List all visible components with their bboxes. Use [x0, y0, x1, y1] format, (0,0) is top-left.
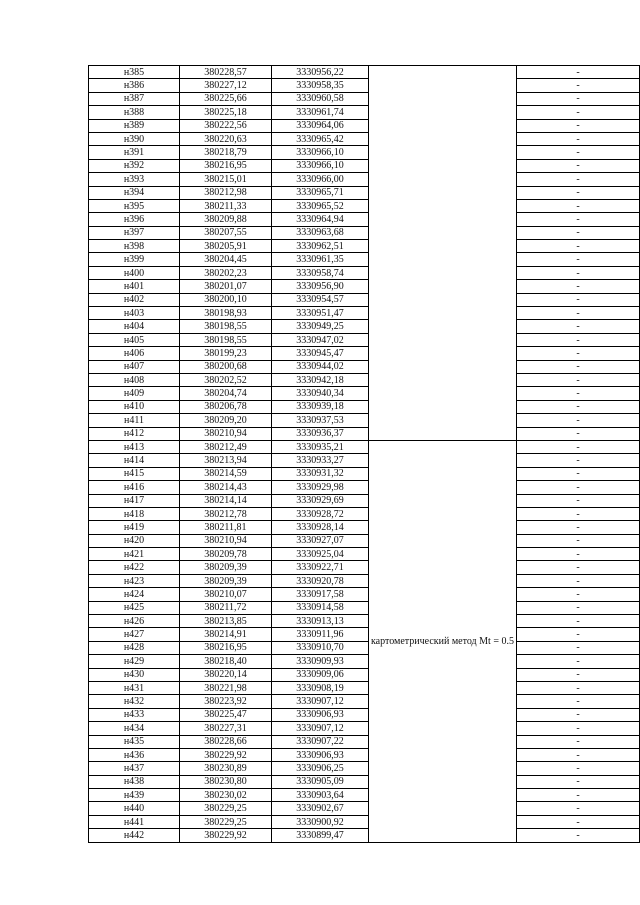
x-coordinate-cell: 380214,14 [179, 494, 271, 507]
x-coordinate-cell: 380201,07 [179, 280, 271, 293]
point-id-cell: н439 [89, 789, 180, 802]
x-coordinate-cell: 380222,56 [179, 119, 271, 132]
y-coordinate-cell: 3330899,47 [271, 829, 368, 842]
dash-cell: - [516, 668, 639, 681]
y-coordinate-cell: 3330903,64 [271, 789, 368, 802]
x-coordinate-cell: 380200,10 [179, 293, 271, 306]
y-coordinate-cell: 3330907,12 [271, 695, 368, 708]
dash-cell: - [516, 521, 639, 534]
dash-cell: - [516, 400, 639, 413]
x-coordinate-cell: 380210,07 [179, 588, 271, 601]
point-id-cell: н405 [89, 333, 180, 346]
dash-cell: - [516, 708, 639, 721]
point-id-cell: н433 [89, 708, 180, 721]
dash-cell: - [516, 307, 639, 320]
dash-cell: - [516, 186, 639, 199]
coordinates-table [88, 65, 640, 843]
y-coordinate-cell: 3330949,25 [271, 320, 368, 333]
y-coordinate-cell: 3330944,02 [271, 360, 368, 373]
point-id-cell: н423 [89, 574, 180, 587]
y-coordinate-cell: 3330958,35 [271, 79, 368, 92]
table-row [89, 641, 640, 654]
y-coordinate-cell: 3330954,57 [271, 293, 368, 306]
table-row [89, 132, 640, 145]
point-id-cell: н427 [89, 628, 180, 641]
x-coordinate-cell: 380230,02 [179, 789, 271, 802]
y-coordinate-cell: 3330909,93 [271, 655, 368, 668]
point-id-cell: н399 [89, 253, 180, 266]
dash-cell: - [516, 92, 639, 105]
y-coordinate-cell: 3330928,72 [271, 507, 368, 520]
point-id-cell: н408 [89, 373, 180, 386]
dash-cell: - [516, 615, 639, 628]
y-coordinate-cell: 3330937,53 [271, 414, 368, 427]
y-coordinate-cell: 3330945,47 [271, 347, 368, 360]
point-id-cell: н428 [89, 641, 180, 654]
table-row [89, 708, 640, 721]
point-id-cell: н395 [89, 199, 180, 212]
table-row [89, 574, 640, 587]
y-coordinate-cell: 3330964,06 [271, 119, 368, 132]
x-coordinate-cell: 380211,72 [179, 601, 271, 614]
x-coordinate-cell: 380200,68 [179, 360, 271, 373]
x-coordinate-cell: 380230,80 [179, 775, 271, 788]
table-row [89, 240, 640, 253]
dash-cell: - [516, 427, 639, 440]
table-row [89, 722, 640, 735]
point-id-cell: н388 [89, 106, 180, 119]
y-coordinate-cell: 3330906,93 [271, 748, 368, 761]
x-coordinate-cell: 380204,74 [179, 387, 271, 400]
x-coordinate-cell: 380198,93 [179, 307, 271, 320]
table-row [89, 400, 640, 413]
y-coordinate-cell: 3330917,58 [271, 588, 368, 601]
dash-cell: - [516, 601, 639, 614]
x-coordinate-cell: 380198,55 [179, 320, 271, 333]
x-coordinate-cell: 380213,94 [179, 454, 271, 467]
x-coordinate-cell: 380212,98 [179, 186, 271, 199]
point-id-cell: н398 [89, 240, 180, 253]
table-row [89, 775, 640, 788]
dash-cell: - [516, 266, 639, 279]
y-coordinate-cell: 3330951,47 [271, 307, 368, 320]
y-coordinate-cell: 3330909,06 [271, 668, 368, 681]
point-id-cell: н442 [89, 829, 180, 842]
x-coordinate-cell: 380209,78 [179, 548, 271, 561]
point-id-cell: н429 [89, 655, 180, 668]
point-id-cell: н407 [89, 360, 180, 373]
x-coordinate-cell: 380207,55 [179, 226, 271, 239]
y-coordinate-cell: 3330906,25 [271, 762, 368, 775]
dash-cell: - [516, 66, 639, 79]
y-coordinate-cell: 3330966,00 [271, 173, 368, 186]
table-row [89, 106, 640, 119]
point-id-cell: н401 [89, 280, 180, 293]
dash-cell: - [516, 588, 639, 601]
table-row [89, 735, 640, 748]
x-coordinate-cell: 380228,57 [179, 66, 271, 79]
dash-cell: - [516, 735, 639, 748]
y-coordinate-cell: 3330965,42 [271, 132, 368, 145]
point-id-cell: н400 [89, 266, 180, 279]
table-row [89, 280, 640, 293]
dash-cell: - [516, 655, 639, 668]
y-coordinate-cell: 3330929,98 [271, 481, 368, 494]
x-coordinate-cell: 380225,18 [179, 106, 271, 119]
x-coordinate-cell: 380216,95 [179, 159, 271, 172]
table-row [89, 548, 640, 561]
x-coordinate-cell: 380209,88 [179, 213, 271, 226]
table-row [89, 347, 640, 360]
point-id-cell: н420 [89, 534, 180, 547]
table-row [89, 414, 640, 427]
y-coordinate-cell: 3330966,10 [271, 159, 368, 172]
y-coordinate-cell: 3330960,58 [271, 92, 368, 105]
table-row [89, 146, 640, 159]
x-coordinate-cell: 380230,89 [179, 762, 271, 775]
table-row [89, 226, 640, 239]
x-coordinate-cell: 380202,52 [179, 373, 271, 386]
x-coordinate-cell: 380229,92 [179, 829, 271, 842]
dash-cell: - [516, 802, 639, 815]
y-coordinate-cell: 3330913,13 [271, 615, 368, 628]
table-row [89, 507, 640, 520]
table-row [89, 186, 640, 199]
y-coordinate-cell: 3330958,74 [271, 266, 368, 279]
dash-cell: - [516, 454, 639, 467]
dash-cell: - [516, 561, 639, 574]
table-row [89, 481, 640, 494]
y-coordinate-cell: 3330935,21 [271, 440, 368, 453]
dash-cell: - [516, 240, 639, 253]
x-coordinate-cell: 380214,43 [179, 481, 271, 494]
y-coordinate-cell: 3330964,94 [271, 213, 368, 226]
dash-cell: - [516, 681, 639, 694]
y-coordinate-cell: 3330902,67 [271, 802, 368, 815]
point-id-cell: н416 [89, 481, 180, 494]
table-row [89, 92, 640, 105]
x-coordinate-cell: 380220,14 [179, 668, 271, 681]
point-id-cell: н396 [89, 213, 180, 226]
x-coordinate-cell: 380202,23 [179, 266, 271, 279]
point-id-cell: н391 [89, 146, 180, 159]
dash-cell: - [516, 534, 639, 547]
point-id-cell: н386 [89, 79, 180, 92]
x-coordinate-cell: 380210,94 [179, 427, 271, 440]
dash-cell: - [516, 280, 639, 293]
x-coordinate-cell: 380214,59 [179, 467, 271, 480]
point-id-cell: н440 [89, 802, 180, 815]
table-row [89, 173, 640, 186]
dash-cell: - [516, 199, 639, 212]
dash-cell: - [516, 695, 639, 708]
x-coordinate-cell: 380212,49 [179, 440, 271, 453]
table-row [89, 66, 640, 79]
table-row [89, 815, 640, 828]
dash-cell: - [516, 722, 639, 735]
x-coordinate-cell: 380211,33 [179, 199, 271, 212]
point-id-cell: н417 [89, 494, 180, 507]
dash-cell: - [516, 775, 639, 788]
x-coordinate-cell: 380225,47 [179, 708, 271, 721]
point-id-cell: н392 [89, 159, 180, 172]
dash-cell: - [516, 414, 639, 427]
dash-cell: - [516, 507, 639, 520]
y-coordinate-cell: 3330965,71 [271, 186, 368, 199]
dash-cell: - [516, 226, 639, 239]
y-coordinate-cell: 3330929,69 [271, 494, 368, 507]
point-id-cell: н418 [89, 507, 180, 520]
dash-cell: - [516, 293, 639, 306]
table-row [89, 668, 640, 681]
x-coordinate-cell: 380209,39 [179, 574, 271, 587]
table-row [89, 829, 640, 842]
point-id-cell: н410 [89, 400, 180, 413]
point-id-cell: н394 [89, 186, 180, 199]
x-coordinate-cell: 380227,12 [179, 79, 271, 92]
y-coordinate-cell: 3330910,70 [271, 641, 368, 654]
table-row [89, 628, 640, 641]
x-coordinate-cell: 380218,79 [179, 146, 271, 159]
point-id-cell: н424 [89, 588, 180, 601]
point-id-cell: н385 [89, 66, 180, 79]
x-coordinate-cell: 380214,91 [179, 628, 271, 641]
point-id-cell: н432 [89, 695, 180, 708]
x-coordinate-cell: 380221,98 [179, 681, 271, 694]
y-coordinate-cell: 3330905,09 [271, 775, 368, 788]
x-coordinate-cell: 380218,40 [179, 655, 271, 668]
x-coordinate-cell: 380223,92 [179, 695, 271, 708]
dash-cell: - [516, 481, 639, 494]
point-id-cell: н404 [89, 320, 180, 333]
table-row [89, 159, 640, 172]
x-coordinate-cell: 380213,85 [179, 615, 271, 628]
table-row [89, 789, 640, 802]
y-coordinate-cell: 3330927,07 [271, 534, 368, 547]
dash-cell: - [516, 79, 639, 92]
table-row [89, 119, 640, 132]
point-id-cell: н409 [89, 387, 180, 400]
x-coordinate-cell: 380229,92 [179, 748, 271, 761]
x-coordinate-cell: 380209,20 [179, 414, 271, 427]
table-row [89, 534, 640, 547]
method-cell: картометрический метод Mt = 0.5 [368, 440, 516, 842]
point-id-cell: н436 [89, 748, 180, 761]
dash-cell: - [516, 467, 639, 480]
table-row [89, 79, 640, 92]
point-id-cell: н426 [89, 615, 180, 628]
table-row [89, 762, 640, 775]
dash-cell: - [516, 213, 639, 226]
dash-cell: - [516, 641, 639, 654]
method-cell-empty [368, 66, 516, 441]
point-id-cell: н390 [89, 132, 180, 145]
y-coordinate-cell: 3330940,34 [271, 387, 368, 400]
x-coordinate-cell: 380225,66 [179, 92, 271, 105]
table-row [89, 333, 640, 346]
y-coordinate-cell: 3330962,51 [271, 240, 368, 253]
dash-cell: - [516, 387, 639, 400]
y-coordinate-cell: 3330956,90 [271, 280, 368, 293]
dash-cell: - [516, 132, 639, 145]
table-row [89, 655, 640, 668]
x-coordinate-cell: 380199,23 [179, 347, 271, 360]
point-id-cell: н397 [89, 226, 180, 239]
dash-cell: - [516, 159, 639, 172]
coordinates-table-body [89, 66, 640, 843]
dash-cell: - [516, 173, 639, 186]
point-id-cell: н411 [89, 414, 180, 427]
table-row [89, 199, 640, 212]
point-id-cell: н438 [89, 775, 180, 788]
table-row [89, 320, 640, 333]
table-row [89, 521, 640, 534]
dash-cell: - [516, 494, 639, 507]
y-coordinate-cell: 3330961,35 [271, 253, 368, 266]
point-id-cell: н434 [89, 722, 180, 735]
dash-cell: - [516, 146, 639, 159]
point-id-cell: н435 [89, 735, 180, 748]
y-coordinate-cell: 3330965,52 [271, 199, 368, 212]
y-coordinate-cell: 3330961,74 [271, 106, 368, 119]
dash-cell: - [516, 829, 639, 842]
x-coordinate-cell: 380216,95 [179, 641, 271, 654]
x-coordinate-cell: 380205,91 [179, 240, 271, 253]
x-coordinate-cell: 380228,66 [179, 735, 271, 748]
point-id-cell: н403 [89, 307, 180, 320]
x-coordinate-cell: 380211,81 [179, 521, 271, 534]
y-coordinate-cell: 3330906,93 [271, 708, 368, 721]
dash-cell: - [516, 762, 639, 775]
point-id-cell: н419 [89, 521, 180, 534]
point-id-cell: н441 [89, 815, 180, 828]
table-row [89, 213, 640, 226]
x-coordinate-cell: 380209,39 [179, 561, 271, 574]
table-row [89, 615, 640, 628]
dash-cell: - [516, 373, 639, 386]
point-id-cell: н414 [89, 454, 180, 467]
table-row [89, 360, 640, 373]
table-row [89, 695, 640, 708]
point-id-cell: н415 [89, 467, 180, 480]
y-coordinate-cell: 3330922,71 [271, 561, 368, 574]
y-coordinate-cell: 3330936,37 [271, 427, 368, 440]
table-row [89, 601, 640, 614]
x-coordinate-cell: 380210,94 [179, 534, 271, 547]
y-coordinate-cell: 3330966,10 [271, 146, 368, 159]
x-coordinate-cell: 380227,31 [179, 722, 271, 735]
dash-cell: - [516, 574, 639, 587]
y-coordinate-cell: 3330956,22 [271, 66, 368, 79]
dash-cell: - [516, 347, 639, 360]
table-row [89, 588, 640, 601]
point-id-cell: н431 [89, 681, 180, 694]
dash-cell: - [516, 119, 639, 132]
dash-cell: - [516, 320, 639, 333]
x-coordinate-cell: 380198,55 [179, 333, 271, 346]
table-row [89, 802, 640, 815]
dash-cell: - [516, 360, 639, 373]
point-id-cell: н406 [89, 347, 180, 360]
table-row [89, 467, 640, 480]
y-coordinate-cell: 3330900,92 [271, 815, 368, 828]
dash-cell: - [516, 333, 639, 346]
y-coordinate-cell: 3330933,27 [271, 454, 368, 467]
table-row [89, 307, 640, 320]
dash-cell: - [516, 106, 639, 119]
y-coordinate-cell: 3330947,02 [271, 333, 368, 346]
y-coordinate-cell: 3330942,18 [271, 373, 368, 386]
y-coordinate-cell: 3330963,68 [271, 226, 368, 239]
y-coordinate-cell: 3330925,04 [271, 548, 368, 561]
point-id-cell: н402 [89, 293, 180, 306]
table-row [89, 293, 640, 306]
dash-cell: - [516, 748, 639, 761]
point-id-cell: н437 [89, 762, 180, 775]
point-id-cell: н430 [89, 668, 180, 681]
y-coordinate-cell: 3330907,22 [271, 735, 368, 748]
y-coordinate-cell: 3330920,78 [271, 574, 368, 587]
dash-cell: - [516, 548, 639, 561]
dash-cell: - [516, 628, 639, 641]
table-row [89, 494, 640, 507]
point-id-cell: н389 [89, 119, 180, 132]
table-row [89, 266, 640, 279]
table-row [89, 253, 640, 266]
point-id-cell: н413 [89, 440, 180, 453]
table-row [89, 561, 640, 574]
point-id-cell: н412 [89, 427, 180, 440]
table-row [89, 387, 640, 400]
dash-cell: - [516, 253, 639, 266]
x-coordinate-cell: 380229,25 [179, 802, 271, 815]
point-id-cell: н425 [89, 601, 180, 614]
dash-cell: - [516, 815, 639, 828]
y-coordinate-cell: 3330914,58 [271, 601, 368, 614]
point-id-cell: н393 [89, 173, 180, 186]
table-row [89, 748, 640, 761]
table-row [89, 681, 640, 694]
table-row [89, 440, 640, 453]
table-row [89, 373, 640, 386]
dash-cell: - [516, 440, 639, 453]
x-coordinate-cell: 380220,63 [179, 132, 271, 145]
table-row [89, 454, 640, 467]
table-row [89, 427, 640, 440]
y-coordinate-cell: 3330907,12 [271, 722, 368, 735]
x-coordinate-cell: 380212,78 [179, 507, 271, 520]
x-coordinate-cell: 380229,25 [179, 815, 271, 828]
x-coordinate-cell: 380204,45 [179, 253, 271, 266]
dash-cell: - [516, 789, 639, 802]
x-coordinate-cell: 380215,01 [179, 173, 271, 186]
point-id-cell: н387 [89, 92, 180, 105]
y-coordinate-cell: 3330908,19 [271, 681, 368, 694]
y-coordinate-cell: 3330931,32 [271, 467, 368, 480]
x-coordinate-cell: 380206,78 [179, 400, 271, 413]
y-coordinate-cell: 3330939,18 [271, 400, 368, 413]
point-id-cell: н422 [89, 561, 180, 574]
point-id-cell: н421 [89, 548, 180, 561]
y-coordinate-cell: 3330928,14 [271, 521, 368, 534]
y-coordinate-cell: 3330911,96 [271, 628, 368, 641]
